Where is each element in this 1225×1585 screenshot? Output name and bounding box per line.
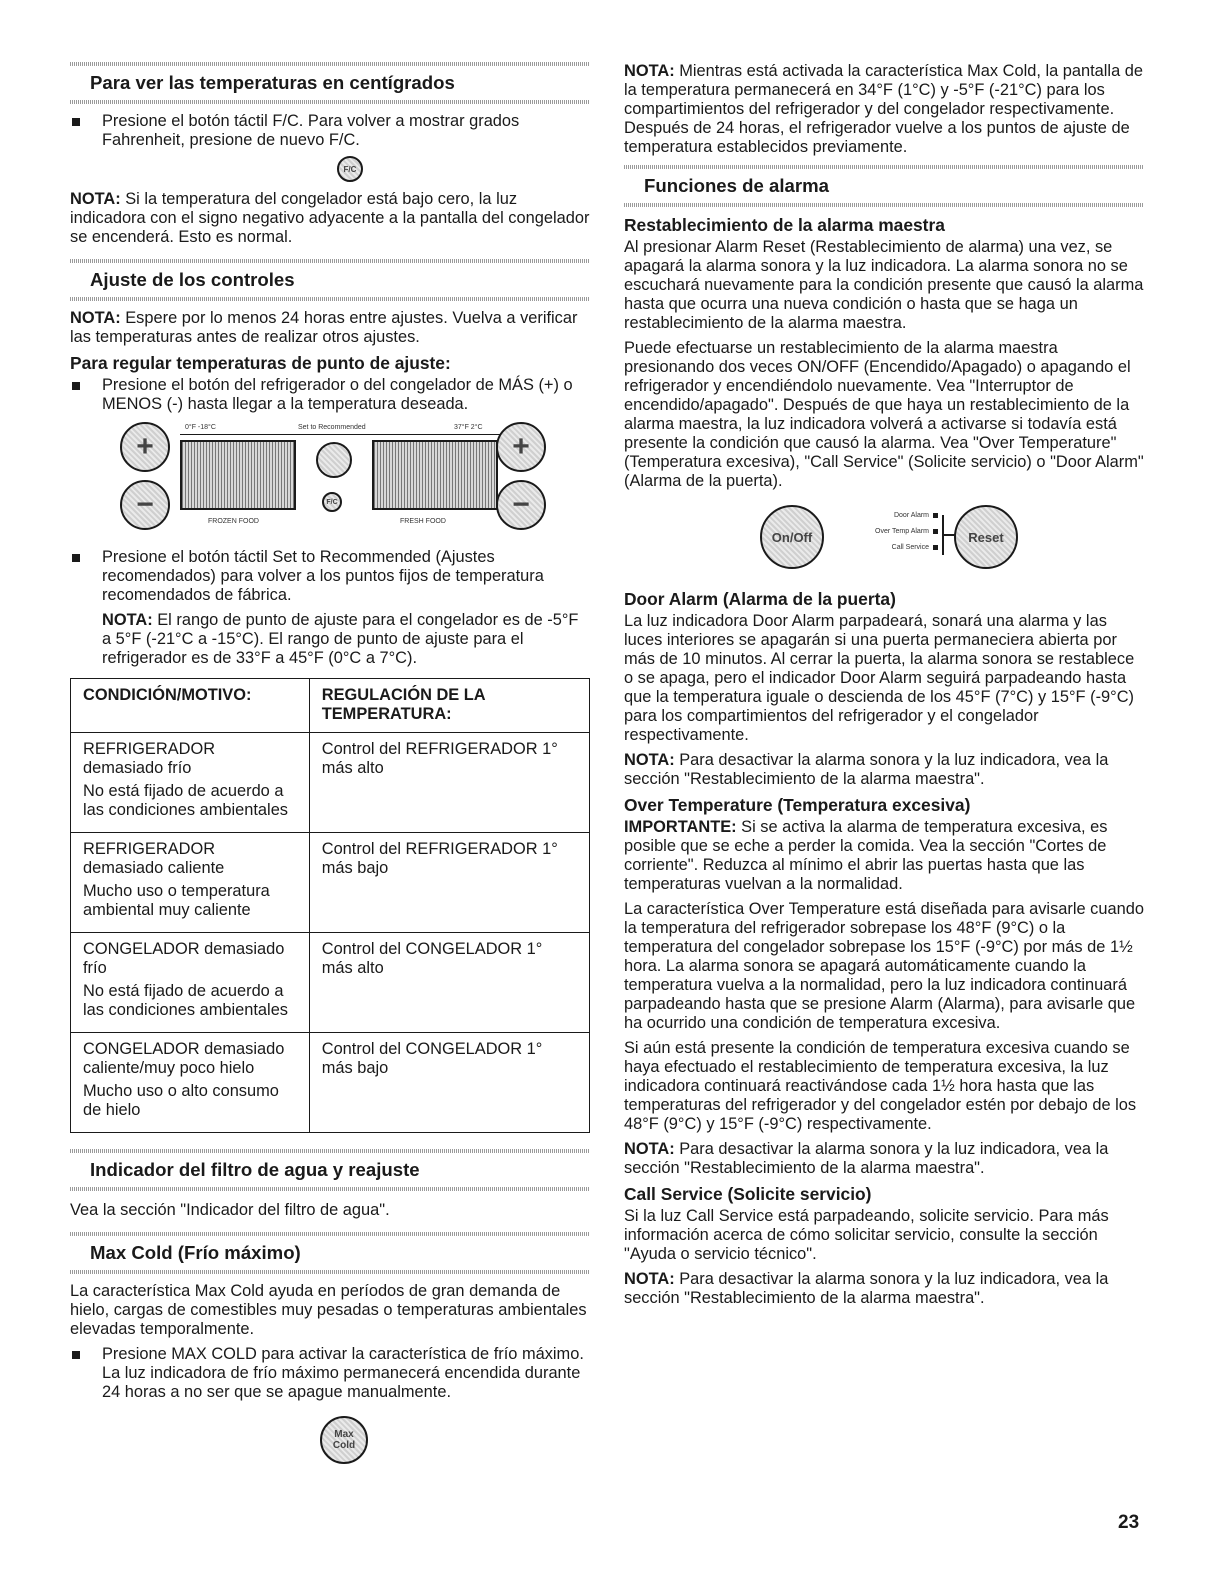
section-divider — [70, 1149, 590, 1153]
regulation-text: Control del REFRIGERADOR 1° más alto — [309, 733, 589, 833]
set-recommended-icon — [316, 442, 352, 478]
over-temp-p1: La característica Over Temperature está diseñada para avisarle cuando la temperatura del refrigerador sobrepase los 48°F (9°C) o la temperatura del congelador sobrepase los 15°F (-9°C) por más de 1½ hora. La alarma sonora se apagará automáticamente cuando la temperatura vuelva a la normalidad, pero la luz indicadora continuará parpadeando hasta que se presione Alarm (Alarma), para avisarle que ha ocurrido una condición de temperatura excesiva. — [624, 900, 1144, 1032]
section-divider — [624, 165, 1144, 169]
fresh-food-display — [372, 440, 498, 510]
door-alarm-note: NOTA: Para desactivar la alarma sonora y la luz indicadora, vea la sección "Restablecimiento de la alarma maestra". — [624, 751, 1109, 788]
section-divider — [70, 297, 590, 301]
panel-fc-icon: F/C — [322, 492, 342, 512]
over-temp-title: Over Temperature (Temperatura excesiva) — [624, 795, 971, 815]
fresh-food-label: FRESH FOOD — [400, 518, 446, 525]
max-cold-text: La característica Max Cold ayuda en períodos de gran demanda de hielo, cargas de comestibles muy pesadas o temperaturas ambientales elevadas temporalmente. — [70, 1282, 587, 1338]
call-service-title: Call Service (Solicite servicio) — [624, 1184, 872, 1204]
fridge-range-label: 37°F 2°C — [454, 424, 483, 431]
celsius-note: NOTA: Si la temperatura del congelador está bajo cero, la luz indicadora con el signo negativo adyacente a la pantalla del congelador se encenderá. Esto es normal. — [70, 190, 590, 246]
control-panel-figure — [70, 420, 590, 538]
celsius-instruction: Presione el botón táctil F/C. Para volver a mostrar grados Fahrenheit, presione de nuevo F/C. — [70, 112, 590, 150]
section-divider — [624, 203, 1144, 207]
master-reset-p2: Puede efectuarse un restablecimiento de la alarma maestra presionando dos veces ON/OFF (Encendido/Apagado) o apagando el refrigerador y encendiéndolo nuevamente. Vea "Interruptor de encendido/apagado". Después de que haya un restablecimiento de la alarma maestra, la luz indicadora volverá a activarse si todavía está presente la condición que causó la alarma. Vea "Over Temperature" (Temperatura excesiva), "Call Service" (Solicite servicio) o "Door Alarm" (Alarma de la puerta). — [624, 339, 1144, 490]
controls-note: NOTA: Espere por lo menos 24 horas entre ajustes. Vuelva a verificar las temperaturas antes de realizar otros ajustes. — [70, 309, 578, 346]
left-column — [70, 62, 590, 1464]
freezer-plus-icon: + — [120, 422, 170, 472]
table-header-regulation: REGULACIÓN DE LA TEMPERATURA: — [309, 679, 589, 733]
master-reset-p1: Al presionar Alarm Reset (Restablecimiento de alarma) una vez, se apagará la alarma sonora y la luz indicadora. La alarma sonora no se escuchará nuevamente para la condición presente que causó la alarma hasta que ocurra una nueva condición o hasta que se haga un restablecimiento de la alarma maestra. — [624, 238, 1144, 332]
max-cold-button-icon: Max Cold — [320, 1416, 368, 1464]
section-title-alarm: Funciones de alarma — [644, 175, 829, 196]
reason-text: No está fijado de acuerdo a las condiciones ambientales — [83, 782, 289, 819]
water-filter-text: Vea la sección "Indicador del filtro de agua". — [70, 1201, 390, 1219]
over-temp-label: Over Temp Alarm — [875, 527, 929, 535]
fridge-plus-icon: + — [496, 422, 546, 472]
fc-button-icon: F/C — [337, 156, 363, 182]
max-cold-instruction: Presione MAX COLD para activar la característica de frío máximo. La luz indicadora de frío máximo permanecerá encendida durante 24 horas a no ser que se apague manualmente. — [70, 1345, 590, 1402]
call-service-text: Si la luz Call Service está parpadeando, solicite servicio. Para más información acerca de cómo solicitar servicio, consulte la sección "Ayuda o servicio técnico". — [624, 1207, 1109, 1263]
door-alarm-label: Door Alarm — [893, 511, 929, 519]
section-divider — [70, 100, 590, 104]
regulation-text: Control del CONGELADOR 1° más alto — [309, 933, 589, 1033]
table-header-condition: CONDICIÓN/MOTIVO: — [71, 679, 310, 733]
alarm-reset-button-icon: Reset — [954, 505, 1018, 569]
range-note: NOTA: El rango de punto de ajuste para el congelador es de -5°F a 5°F (-21°C a -15°C). El rango de punto de ajuste para el refrigerador es de 33°F a 45°F (0°C a 7°C). — [102, 611, 579, 667]
master-reset-title: Restablecimiento de la alarma maestra — [624, 215, 945, 235]
section-divider — [70, 1232, 590, 1236]
condition-text: CONGELADOR demasiado frío — [83, 940, 285, 977]
call-service-label: Call Service — [891, 543, 929, 551]
section-divider — [70, 259, 590, 263]
section-title-controls: Ajuste de los controles — [90, 269, 295, 290]
table-row — [71, 733, 590, 833]
over-temp-note: NOTA: Para desactivar la alarma sonora y la luz indicadora, vea la sección "Restablecimiento de la alarma maestra". — [624, 1140, 1109, 1177]
set-to-recommended-label: Set to Recommended — [298, 424, 366, 431]
section-divider — [70, 1270, 590, 1274]
freezer-minus-icon: − — [120, 480, 170, 530]
door-alarm-led — [933, 513, 938, 518]
call-service-note: NOTA: Para desactivar la alarma sonora y la luz indicadora, vea la sección "Restablecimiento de la alarma maestra". — [624, 1270, 1109, 1307]
door-alarm-title: Door Alarm (Alarma de la puerta) — [624, 589, 896, 609]
section-title-celsius: Para ver las temperaturas en centígrados — [90, 72, 455, 93]
alarm-leds — [832, 507, 938, 555]
page-number: 23 — [1118, 1512, 1140, 1533]
temperature-table — [70, 678, 590, 1133]
recommended-instruction: Presione el botón táctil Set to Recommended (Ajustes recomendados) para volver a los puntos fijos de temperatura recomendados de fábrica. — [70, 548, 590, 605]
alarm-panel-figure — [624, 503, 1144, 579]
over-temp-important: IMPORTANTE: Si se activa la alarma de temperatura excesiva, es posible que se eche a perder la comida. Vea la sección "Cortes de corriente". Reduzca al mínimo el abrir las puertas hasta que las temperaturas vuelvan a la normalidad. — [624, 818, 1108, 893]
fridge-minus-icon: − — [496, 480, 546, 530]
section-divider — [70, 62, 590, 66]
table-header-row — [71, 679, 590, 733]
section-title-water-filter: Indicador del filtro de agua y reajuste — [90, 1159, 420, 1180]
over-temp-p2: Si aún está presente la condición de temperatura excesiva cuando se haya efectuado el restablecimiento de temperatura excesiva, la luz indicadora continuará reactivándose cada 1½ hora hasta que las temperaturas del refrigerador y del congelador estén por debajo de los 48°F (9°C) y 15°F (-9°C) respectivamente. — [624, 1039, 1137, 1133]
setpoint-subtitle: Para regular temperaturas de punto de ajuste: — [70, 353, 451, 373]
freezer-display — [180, 440, 296, 510]
call-service-led — [933, 545, 938, 550]
reason-text: Mucho uso o alto consumo de hielo — [83, 1082, 279, 1119]
over-temp-led — [933, 529, 938, 534]
table-row — [71, 833, 590, 933]
reason-text: No está fijado de acuerdo a las condiciones ambientales — [83, 982, 289, 1019]
condition-text: REFRIGERADOR demasiado frío — [83, 740, 216, 777]
on-off-button-icon: On/Off — [760, 505, 824, 569]
regulation-text: Control del CONGELADOR 1° más bajo — [309, 1033, 589, 1133]
freezer-range-label: 0°F -18°C — [185, 424, 216, 431]
frozen-food-label: FROZEN FOOD — [208, 518, 259, 525]
table-row — [71, 1033, 590, 1133]
condition-text: CONGELADOR demasiado caliente/muy poco hielo — [83, 1040, 285, 1077]
section-divider — [70, 1187, 590, 1191]
condition-text: REFRIGERADOR demasiado caliente — [83, 840, 225, 877]
section-title-max-cold: Max Cold (Frío máximo) — [90, 1242, 301, 1263]
door-alarm-text: La luz indicadora Door Alarm parpadeará, sonará una alarma y las luces interiores se apagarán si una puerta permaneciera abierta por más de 10 minutos. Al cerrar la puerta, la alarma sonora se restablece o se apaga, pero el indicador Door Alarm seguirá parpadeando hasta que la temperatura iguale o descienda de los 45°F (7°C) y 15°F (-9°C) para los compartimientos del refrigerador y el congelador respectivamente. — [624, 612, 1135, 744]
setpoint-instruction: Presione el botón del refrigerador o del congelador de MÁS (+) o MENOS (-) hasta llegar a la temperatura deseada. — [70, 376, 590, 414]
reason-text: Mucho uso o temperatura ambiental muy caliente — [83, 882, 270, 919]
right-column — [624, 62, 1144, 1314]
regulation-text: Control del REFRIGERADOR 1° más bajo — [309, 833, 589, 933]
table-row — [71, 933, 590, 1033]
panel-line — [180, 434, 508, 435]
max-cold-note: NOTA: Mientras está activada la característica Max Cold, la pantalla de la temperatura permanecerá en 34°F (1°C) y -5°F (-21°C) para los compartimientos del refrigerador y del congelador respectivamente. Después de 24 horas, el refrigerador vuelve a los puntos de ajuste de temperatura establecidos previamente. — [624, 62, 1143, 156]
